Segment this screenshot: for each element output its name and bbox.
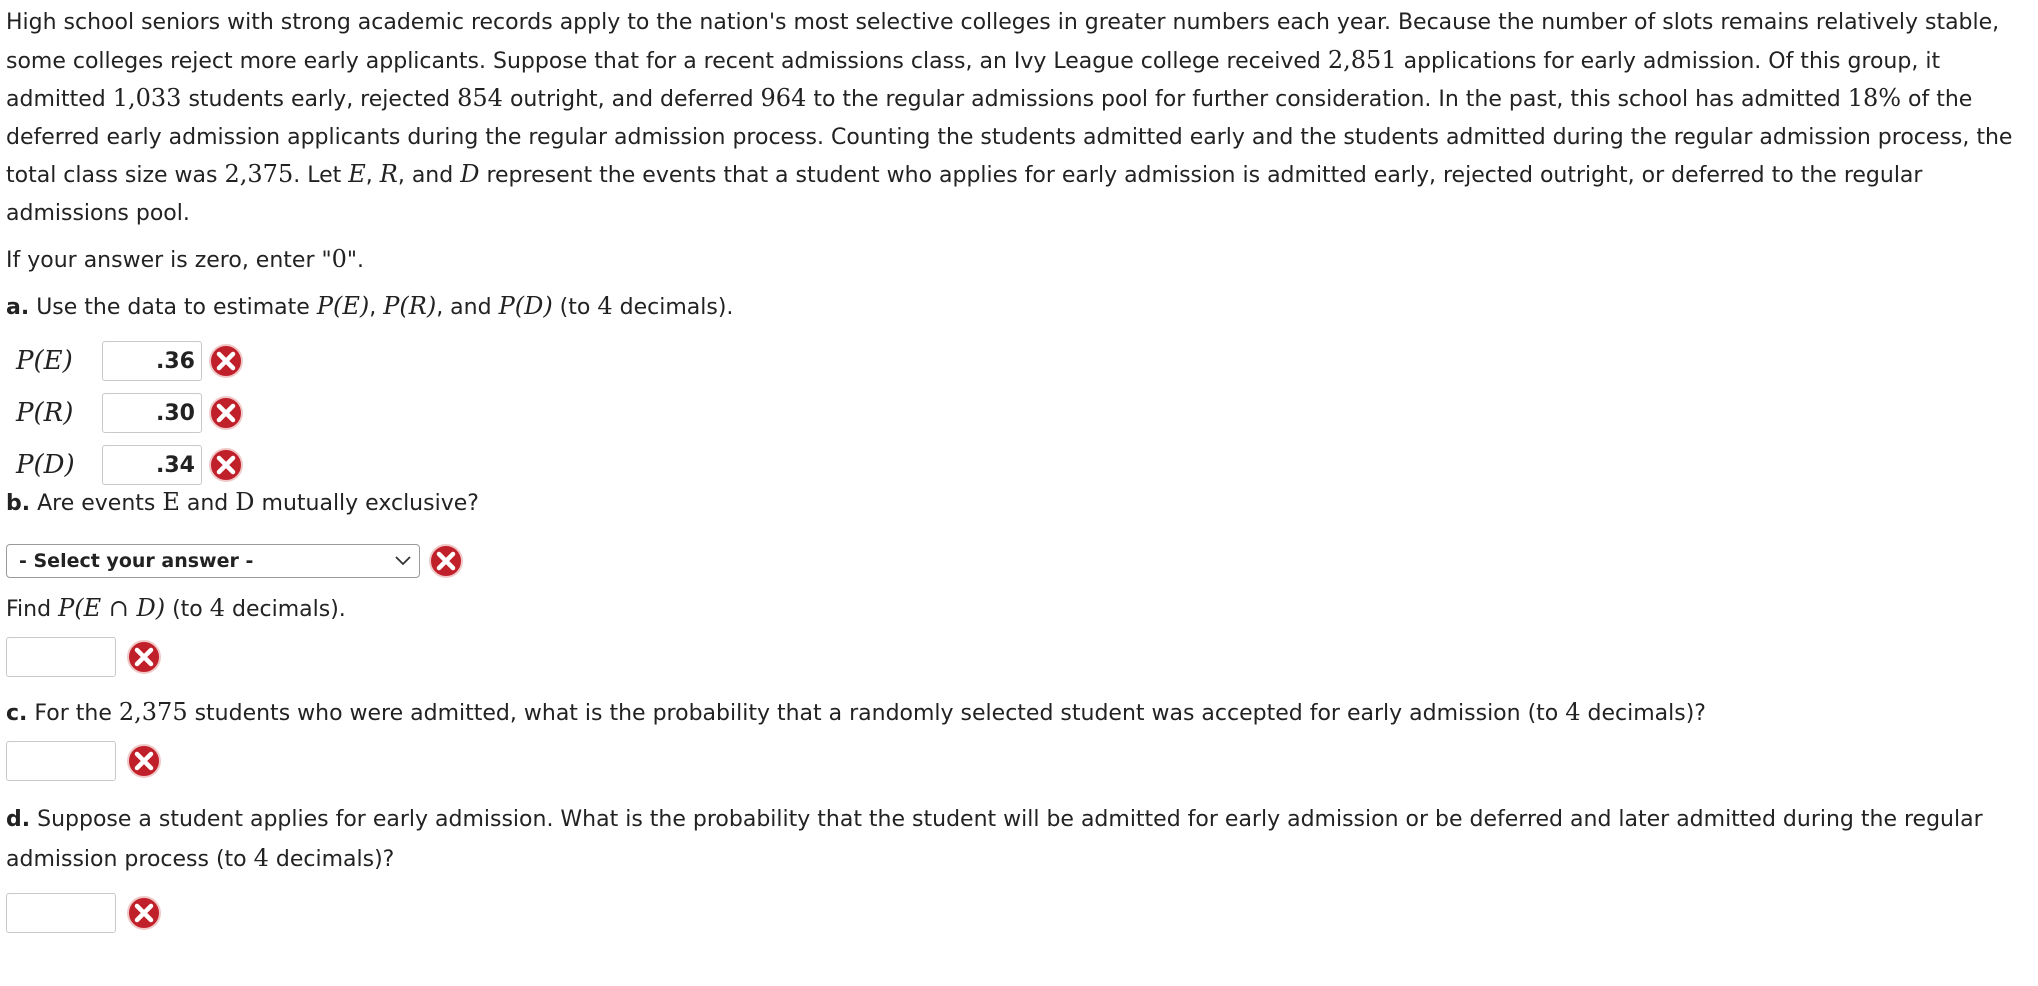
part-b-find: Find P(E ∩ D) (to 4 decimals). <box>6 594 346 622</box>
pd-row <box>6 439 2032 491</box>
incorrect-x-icon <box>126 895 162 931</box>
part-d-question: d. Suppose a student applies for early admission. What is the probability that the student will be admitted for early admission or be deferred and later admitted during the regular admission process (to 4 decimals)? <box>6 807 1983 872</box>
pr-row <box>6 387 2032 439</box>
problem-statement: High school seniors with strong academic records apply to the nation's most selective colleges in greater numbers each year. Because the number of slots remains relatively stable, some colleges reject more early applicants. Suppose that for a recent admissions class, an Ivy League college received 2,851 applications for early admission. Of this group, it admitted 1,033 students early, rejected 854 outright, and deferred 964 to the regular admissions pool for further consideration. In the past, this school has admitted 18% of the deferred early admission applicants during the regular admission process. Counting the students admitted early and the students admitted during the regular admission process, the total class size was 2,375. Let E, R, and D represent the events that a student who applies for early admission is admitted early, rejected outright, or deferred to the regular admissions pool. <box>6 10 2013 226</box>
incorrect-x-icon <box>208 395 244 431</box>
pr-input[interactable] <box>102 393 202 433</box>
incorrect-x-icon <box>126 639 162 675</box>
zero-note: If your answer is zero, enter "0". <box>6 245 365 273</box>
part-d-input[interactable] <box>6 893 116 933</box>
mutually-exclusive-select[interactable]: - Select your answer - <box>6 544 420 578</box>
intersection-answer-row <box>6 637 2032 677</box>
part-b-question: b. Are events E and D mutually exclusive? <box>6 488 479 516</box>
part-a-question: a. Use the data to estimate P(E), P(R), and P(D) (to 4 decimals). <box>6 292 734 320</box>
incorrect-x-icon <box>208 447 244 483</box>
pd-input[interactable] <box>102 445 202 485</box>
pr-label: P(R) <box>16 398 74 428</box>
intersection-input[interactable] <box>6 637 116 677</box>
probability-inputs <box>6 335 2032 491</box>
pe-input[interactable] <box>102 341 202 381</box>
pd-label: P(D) <box>16 450 75 480</box>
incorrect-x-icon <box>126 743 162 779</box>
incorrect-x-icon <box>208 343 244 379</box>
pe-label: P(E) <box>16 346 73 376</box>
part-c-question: c. For the 2,375 students who were admitted, what is the probability that a randomly selected student was accepted for early admission (to 4 decimals)? <box>6 698 1706 726</box>
part-d-answer-row <box>6 893 2032 933</box>
chevron-down-icon <box>395 556 411 566</box>
mutually-exclusive-row <box>6 543 2032 579</box>
question-container <box>0 4 2038 933</box>
pe-row <box>6 335 2032 387</box>
part-c-input[interactable] <box>6 741 116 781</box>
part-c-answer-row <box>6 741 2032 781</box>
incorrect-x-icon <box>428 543 464 579</box>
